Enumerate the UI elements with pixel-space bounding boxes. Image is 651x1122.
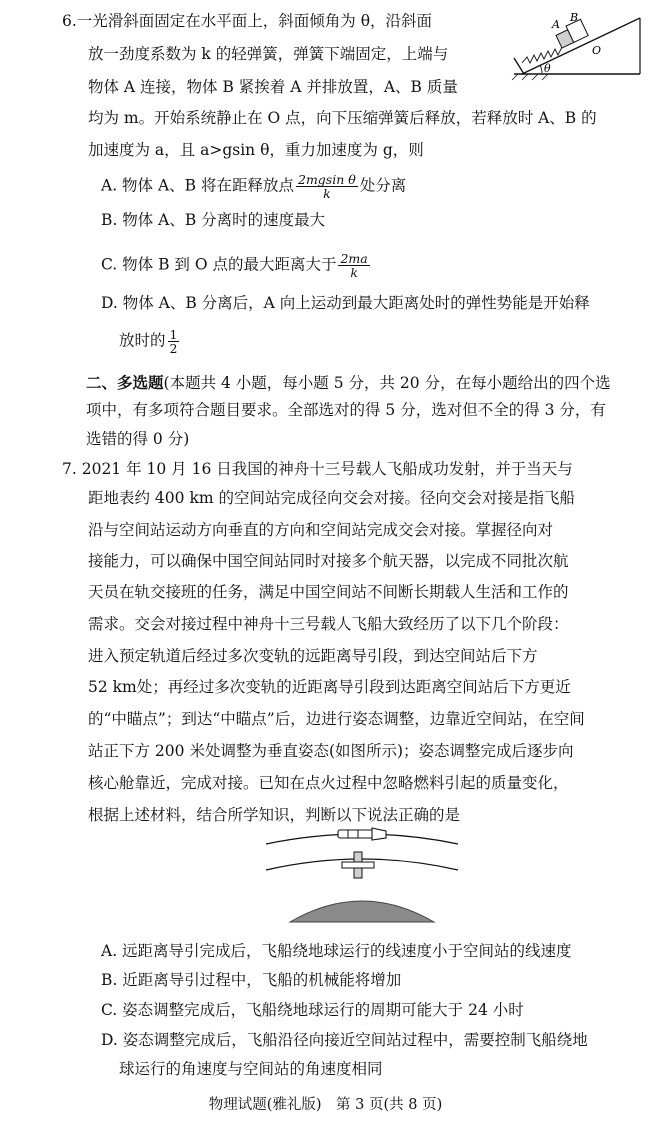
q6-option-c: C. 物体 B 到 O 点的最大距离大于 $\frac{2ma}{k}$ bbox=[101, 251, 368, 280]
block-a-label: A bbox=[552, 18, 560, 31]
page-footer: 物理试题(雅礼版) 第 3 页(共 8 页) bbox=[208, 1097, 443, 1113]
q6-line-3: 物体 A 连接，物体 B 紧挨着 A 并排放置，A、B 质量 bbox=[88, 78, 458, 96]
q6-option-d-line-1: D. 物体 A、B 分离后，A 向上运动到最大距离处时的弹性势能是开始释 bbox=[101, 294, 590, 312]
q6-line-5: 加速度为 a，且 a>gsin θ，重力加速度为 g，则 bbox=[88, 141, 424, 159]
q7-option-d-line-2: 球运行的角速度与空间站的角速度相同 bbox=[119, 1060, 383, 1078]
q7-line-6: 需求。交会对接过程中神舟十三号载人飞船大致经历了以下几个阶段： bbox=[88, 615, 569, 633]
incline-spring-figure bbox=[500, 8, 648, 84]
fraction: $\frac{2ma}{k}$ bbox=[340, 251, 368, 280]
block-b-label: B bbox=[570, 11, 579, 24]
q7-option-b: B. 近距离导引过程中，飞船的机械能将增加 bbox=[101, 971, 402, 989]
q7-line-5: 天员在轨交接班的任务，满足中国空间站不间断长期载人生活和工作的 bbox=[88, 583, 569, 601]
space-station-icon bbox=[338, 828, 386, 840]
q6-option-a: A. 物体 A、B 将在距释放点 $\frac{\text{2mgsin θ}}{k}$ 处分离 bbox=[101, 172, 407, 201]
section2-line-2: 项中，有多项符合题目要求。全部选对的得 5 分，选对但不全的得 3 分，有 bbox=[86, 401, 606, 419]
q7-line-8: 52 km处；再经过多次变轨的近距离导引段到达距离空间站后下方更近 bbox=[88, 678, 571, 696]
q7-line-12: 根据上述材料，结合所学知识，判断以下说法正确的是 bbox=[88, 806, 461, 824]
q7-line-10: 站正下方 200 米处调整为垂直姿态(如图所示)；姿态调整完成后逐步向 bbox=[88, 742, 574, 760]
q7-line-1: 7. 2021 年 10 月 16 日我国的神舟十三号载人飞船成功发射，并于当天与 bbox=[62, 460, 573, 478]
q7-option-a: A. 远距离导引完成后，飞船绕地球运行的线速度小于空间站的线速度 bbox=[101, 942, 572, 960]
fraction: $\frac{\text{2mgsin θ}}{k}$ bbox=[298, 172, 356, 201]
q6-option-b: B. 物体 A、B 分离时的速度最大 bbox=[101, 211, 326, 229]
q7-line-9: 的“中瞄点”；到达“中瞄点”后，边进行姿态调整，边靠近空间站，在空间 bbox=[88, 710, 585, 728]
section2-line-3: 选错的得 0 分) bbox=[86, 430, 190, 448]
spacecraft-icon bbox=[342, 852, 374, 878]
q6-line-1: 6.一光滑斜面固定在水平面上，斜面倾角为 θ，沿斜面 bbox=[62, 12, 433, 30]
section2-line-1: 二、多选题(本题共 4 小题，每小题 5 分，共 20 分，在每小题给出的四个选 bbox=[86, 373, 611, 392]
q7-line-7: 进入预定轨道后经过多次变轨的远距离导引段，到达空间站后下方 bbox=[88, 647, 538, 665]
section2-title: 二、多选题 bbox=[86, 373, 164, 392]
q7-line-4: 接能力，可以确保中国空间站同时对接多个航天器，以完成不同批次航 bbox=[88, 552, 569, 570]
docking-figure bbox=[262, 822, 462, 924]
q7-line-11: 核心舱靠近，完成对接。已知在点火过程中忽略燃料引起的质量变化， bbox=[88, 774, 569, 792]
q7-option-c: C. 姿态调整完成后，飞船绕地球运行的周期可能大于 24 小时 bbox=[101, 1001, 524, 1019]
fraction: $\frac{1}{2}$ bbox=[169, 327, 178, 356]
q6-option-d-line-2: 放时的 $\frac{1}{2}$ bbox=[119, 327, 178, 356]
theta-label: θ bbox=[544, 62, 551, 75]
q7-line-2: 距地表约 400 km 的空间站完成径向交会对接。径向交会对接是指飞船 bbox=[88, 489, 575, 507]
q7-line-3: 沿与空间站运动方向垂直的方向和空间站完成交会对接。掌握径向对 bbox=[88, 521, 554, 539]
q7-option-d-line-1: D. 姿态调整完成后，飞船沿径向接近空间站过程中，需要控制飞船绕地 bbox=[101, 1031, 588, 1049]
point-o-label: O bbox=[592, 44, 602, 57]
q6-line-4: 均为 m。开始系统静止在 O 点，向下压缩弹簧后释放，若释放时 A、B 的 bbox=[88, 109, 597, 127]
q6-line-2: 放一劲度系数为 k 的轻弹簧，弹簧下端固定，上端与 bbox=[88, 45, 449, 63]
